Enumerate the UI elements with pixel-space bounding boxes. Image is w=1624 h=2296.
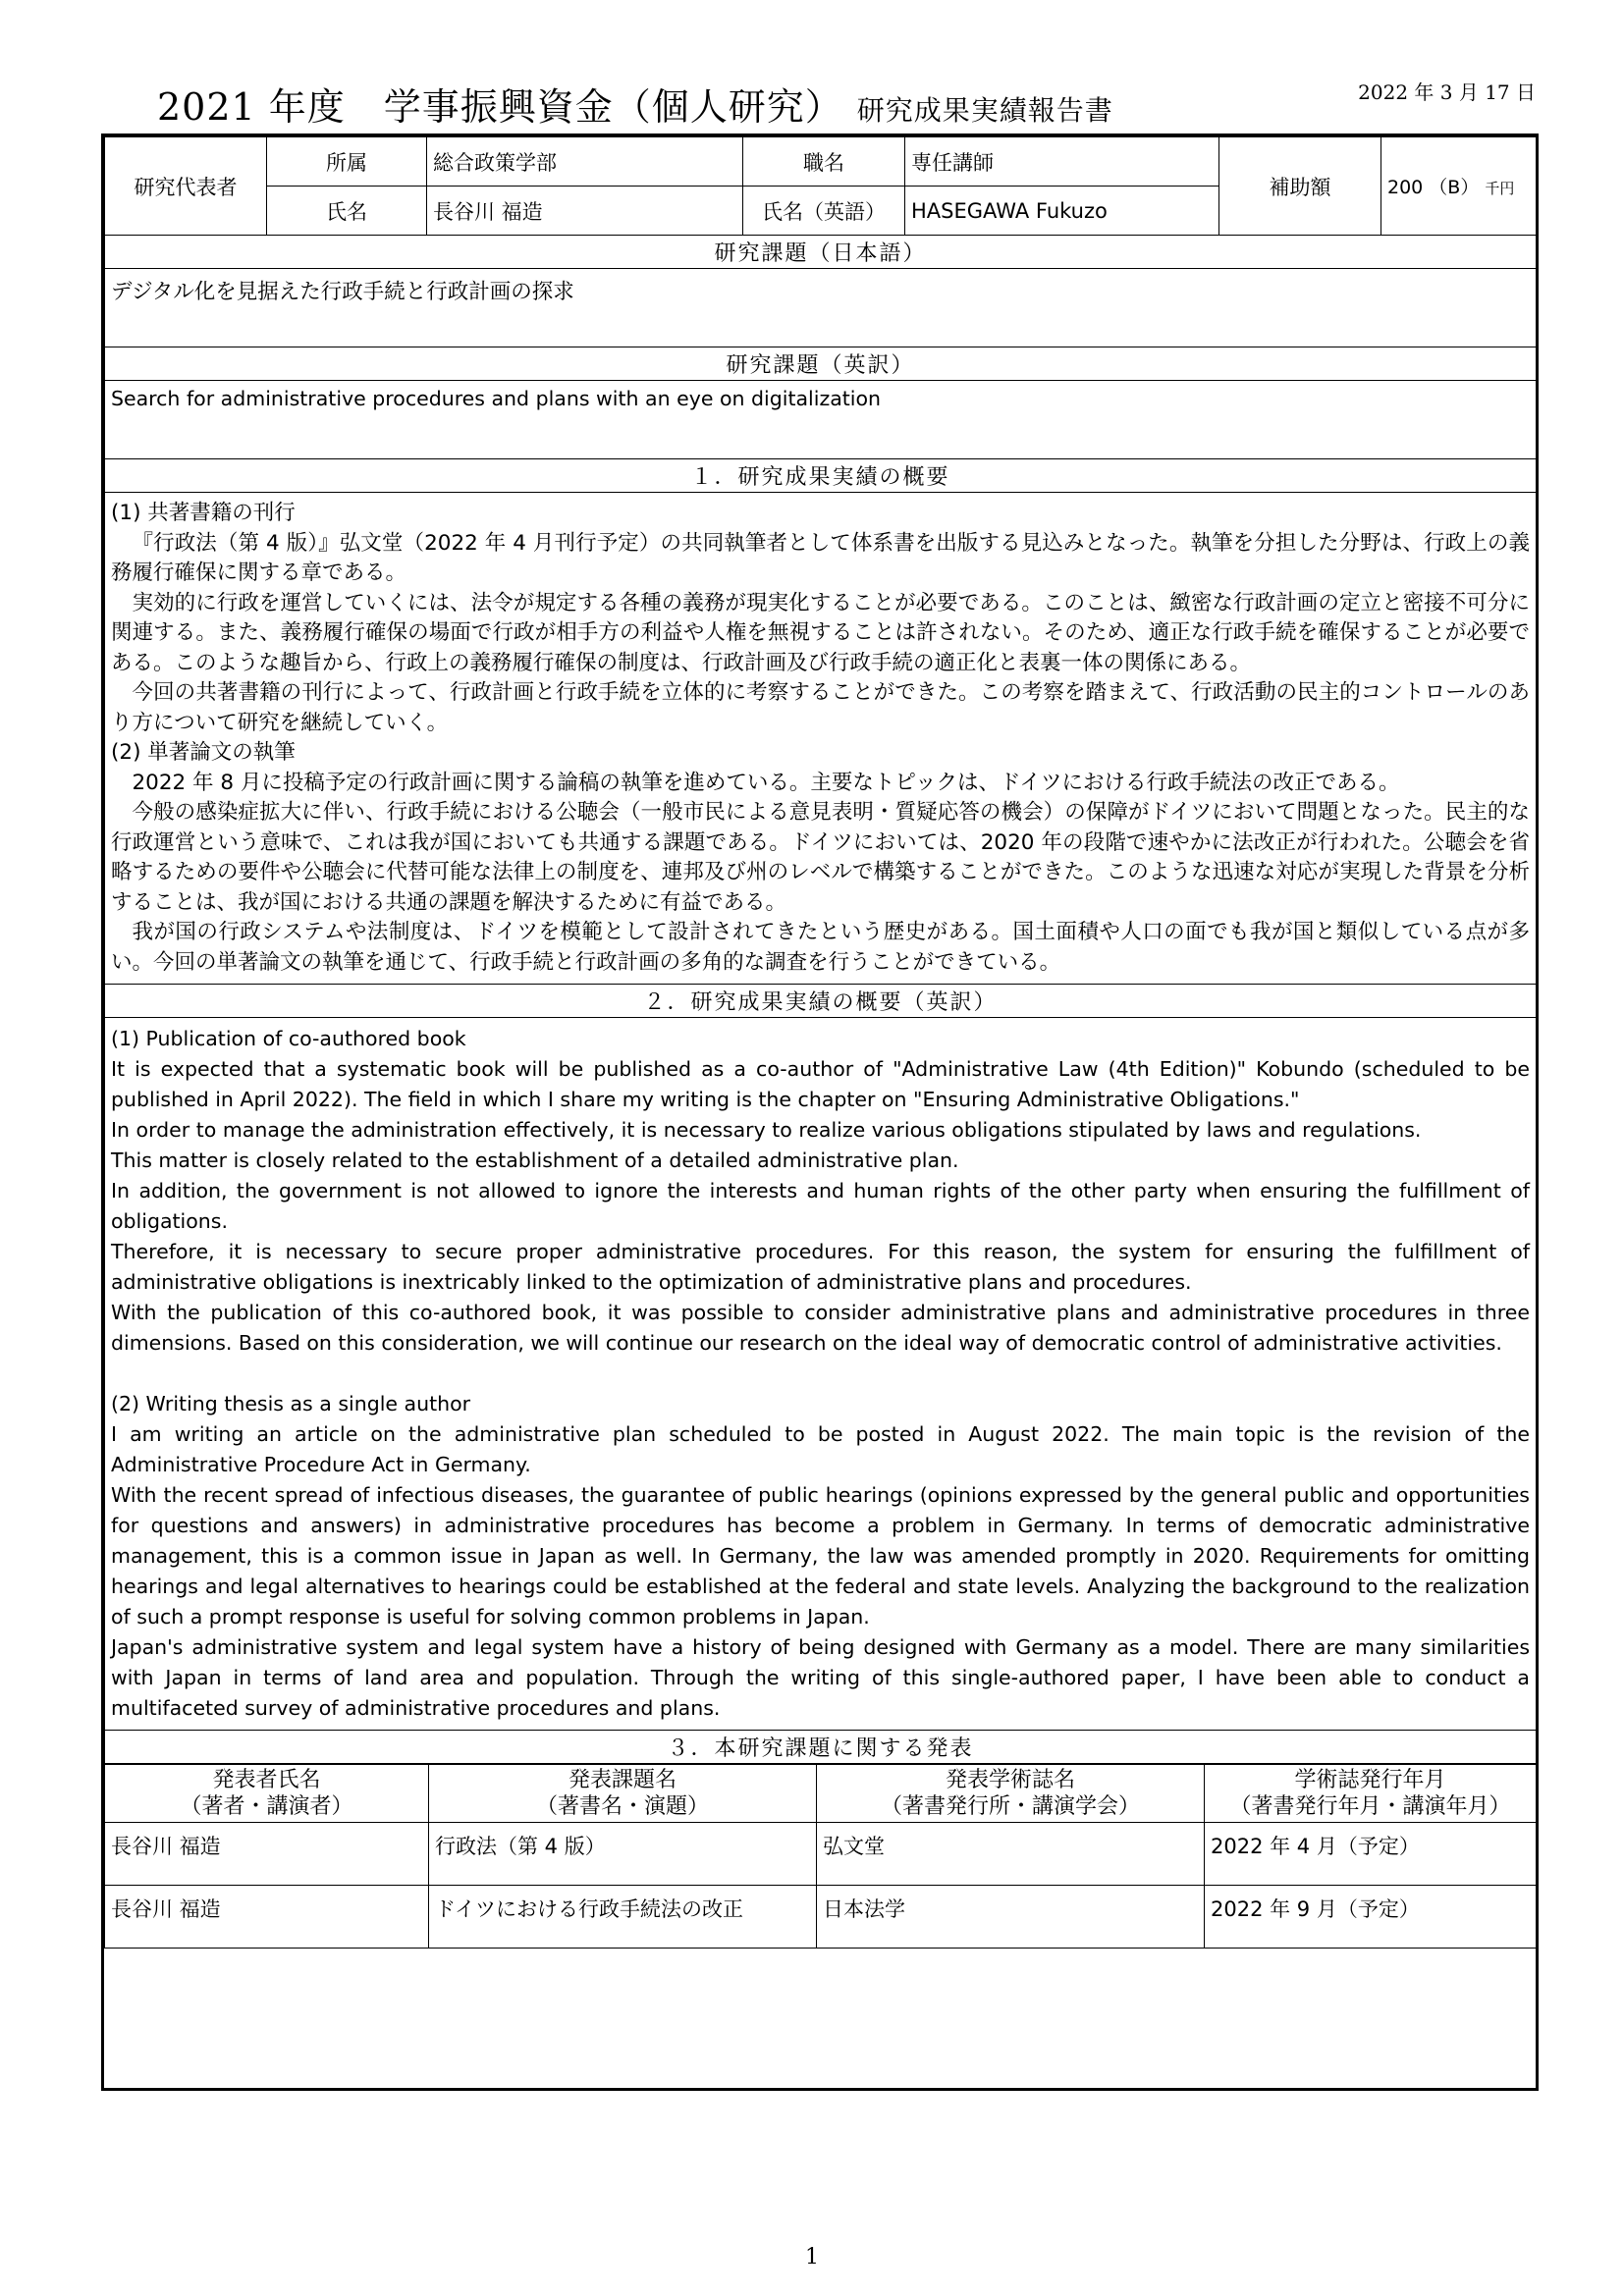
- summary-en-paragraph: (2) Writing thesis as a single author: [111, 1392, 471, 1415]
- summary-en-heading: ２．研究成果実績の概要（英訳）: [105, 985, 1537, 1018]
- summary-jp-paragraph: 2022 年 8 月に投稿予定の行政計画に関する論稿の執筆を進めている。主要なトピックは、ドイツにおける行政手続法の改正である。: [132, 770, 1400, 795]
- summary-en-paragraph: Japan's administrative system and legal system have a history of being designed with Germany as a model. There are many similarities with Japan in terms of land area and population. Through the writing of this single-authored paper, I have been able to conduct a multifaceted survey of administrative procedures and plans.: [111, 1635, 1530, 1720]
- summary-jp-paragraph: 我が国の行政システムや法制度は、ドイツを模範として設計されてきたという歴史がある。国土面積や人口の面でも我が国と類似している点が多い。今回の単著論文の執筆を通じて、行政手続と行政計画の多角的な調査を行うことができている。: [111, 920, 1530, 975]
- summary-en-paragraph: Therefore, it is necessary to secure proper administrative procedures. For this reason, the system for ensuring the fulfillment of administrative obligations is inextricably linked to the optimization of administrative plans and procedures.: [111, 1240, 1530, 1294]
- report-title-sub: 研究成果実績報告書: [856, 94, 1113, 127]
- summary-jp-heading: １．研究成果実績の概要: [105, 459, 1537, 493]
- summary-en-paragraph: I am writing an article on the administrative plan scheduled to be posted in August 2022. The main topic is the revision of the Administrative Procedure Act in Germany.: [111, 1422, 1530, 1476]
- page-number: 1: [805, 2245, 819, 2269]
- position-label: 職名: [743, 137, 905, 187]
- table-row: [105, 1823, 1537, 1886]
- topic-jp-text: デジタル化を見据えた行政手続と行政計画の探求: [105, 269, 1537, 347]
- summary-en-paragraph: It is expected that a systematic book will be published as a co-author of "Administrative Law (4th Edition)" Kobundo (scheduled to be published in April 2022). The field in which I share my writing is the chapter on "Ensuring Administrative Obligations.": [111, 1057, 1530, 1111]
- grant-label: 補助額: [1219, 137, 1381, 236]
- name-value: 長谷川 福造: [427, 187, 743, 236]
- pub-header-journal: 発表学術誌名 （著書発行所・講演学会）: [817, 1765, 1205, 1823]
- publications-table: [104, 1764, 1537, 1949]
- position-value: 専任講師: [905, 137, 1219, 187]
- grant-amount: 200 （B）: [1387, 177, 1480, 198]
- pub-header-title: 発表課題名 （著書名・演題）: [429, 1765, 817, 1823]
- report-title-main: 2021 年度 学事振興資金（個人研究）: [157, 85, 843, 129]
- pub-author: 長谷川 福造: [105, 1823, 429, 1886]
- report-date: 2022 年 3 月 17 日: [1358, 80, 1536, 104]
- representative-label: 研究代表者: [105, 137, 267, 236]
- summary-en-paragraph: With the recent spread of infectious diseases, the guarantee of public hearings (opinions expressed by the general public and opportunities for questions and answers) in administrative procedures has become a problem in Germany. In terms of democratic administrative management, this is a common issue in Japan as well. In Germany, the law was amended promptly in 2020. Requirements for omitting hearings and legal alternatives to hearings could be established at the federal and state levels. Analyzing the background to the realization of such a prompt response is useful for solving common problems in Japan.: [111, 1483, 1530, 1629]
- report-table: [104, 136, 1537, 1764]
- summary-jp-paragraph: (2) 単著論文の執筆: [111, 740, 296, 765]
- summary-en-paragraph: In addition, the government is not allowed to ignore the interests and human rights of the other party when ensuring the fulfillment of obligations.: [111, 1179, 1530, 1233]
- summary-jp-paragraph: 実効的に行政を運営していくには、法令が規定する各種の義務が現実化することが必要である。このことは、緻密な行政計画の定立と密接不可分に関連する。また、義務履行確保の場面で行政が相手方の利益や人権を無視することは許されない。そのため、適正な行政手続を確保することが必要である。このような趣旨から、行政上の義務履行確保の制度は、行政計画及び行政手続の適正化と表裏一体の関係にある。: [111, 590, 1530, 675]
- summary-jp-paragraph: 今般の感染症拡大に伴い、行政手続における公聴会（一般市民による意見表明・質疑応答の機会）の保障がドイツにおいて問題となった。民主的な行政運営という意味で、これは我が国においても共通する課題である。ドイツにおいては、2020 年の段階で速やかに法改正が行われた。公聴会を省略するための要件や公聴会に代替可能な法律上の制度を、連邦及び州のレベルで構築することができた。このような迅速な対応が実現した背景を分析することは、我が国における共通の課題を解決するために有益である。: [111, 800, 1530, 915]
- topic-en-text: Search for administrative procedures and plans with an eye on digitalization: [105, 381, 1537, 459]
- publications-heading: ３．本研究課題に関する発表: [105, 1731, 1537, 1764]
- topic-jp-heading: 研究課題（日本語）: [105, 236, 1537, 269]
- summary-jp-paragraph: 『行政法（第 4 版）』弘文堂（2022 年 4 月刊行予定）の共同執筆者として体系書を出版する見込みとなった。執筆を分担した分野は、行政上の義務履行確保に関する章である。: [111, 530, 1530, 585]
- pub-date: 2022 年 4 月（予定）: [1205, 1823, 1537, 1886]
- grant-value: [1381, 137, 1537, 236]
- pub-title: 行政法（第 4 版）: [429, 1823, 817, 1886]
- pub-journal: 弘文堂: [817, 1823, 1205, 1886]
- summary-en-paragraph: In order to manage the administration effectively, it is necessary to realize various obligations stipulated by laws and regulations.: [111, 1118, 1422, 1142]
- grant-unit: 千円: [1485, 180, 1515, 197]
- pub-header-author: 発表者氏名 （著者・講演者）: [105, 1765, 429, 1823]
- summary-en-paragraph: (1) Publication of co-authored book: [111, 1027, 466, 1050]
- affiliation-value: 総合政策学部: [427, 137, 743, 187]
- report-form: [101, 133, 1539, 2091]
- summary-jp-paragraph: (1) 共著書籍の刊行: [111, 501, 296, 525]
- name-en-value: HASEGAWA Fukuzo: [905, 187, 1219, 236]
- pub-title: ドイツにおける行政手続法の改正: [429, 1886, 817, 1949]
- pub-header-date: 学術誌発行年月 （著書発行年月・講演年月）: [1205, 1765, 1537, 1823]
- summary-en-paragraph: With the publication of this co-authored book, it was possible to consider administrative plans and administrative procedures in three dimensions. Based on this consideration, we will continue our research on the ideal way of democratic control of administrative activities.: [111, 1301, 1530, 1355]
- summary-jp-paragraph: 今回の共著書籍の刊行によって、行政計画と行政手続を立体的に考察することができた。この考察を踏まえて、行政活動の民主的コントロールのあり方について研究を継続していく。: [111, 680, 1530, 735]
- name-en-label: 氏名（英語）: [743, 187, 905, 236]
- affiliation-label: 所属: [267, 137, 427, 187]
- summary-en-paragraph: This matter is closely related to the establishment of a detailed administrative plan.: [111, 1148, 959, 1172]
- table-row: [105, 1886, 1537, 1949]
- summary-jp-body: [105, 493, 1537, 985]
- report-title: [157, 77, 1113, 131]
- summary-en-body: [105, 1018, 1537, 1731]
- pub-date: 2022 年 9 月（予定）: [1205, 1886, 1537, 1949]
- pub-author: 長谷川 福造: [105, 1886, 429, 1949]
- topic-en-heading: 研究課題（英訳）: [105, 347, 1537, 381]
- name-label: 氏名: [267, 187, 427, 236]
- pub-journal: 日本法学: [817, 1886, 1205, 1949]
- paragraph-gap: [111, 1359, 1530, 1389]
